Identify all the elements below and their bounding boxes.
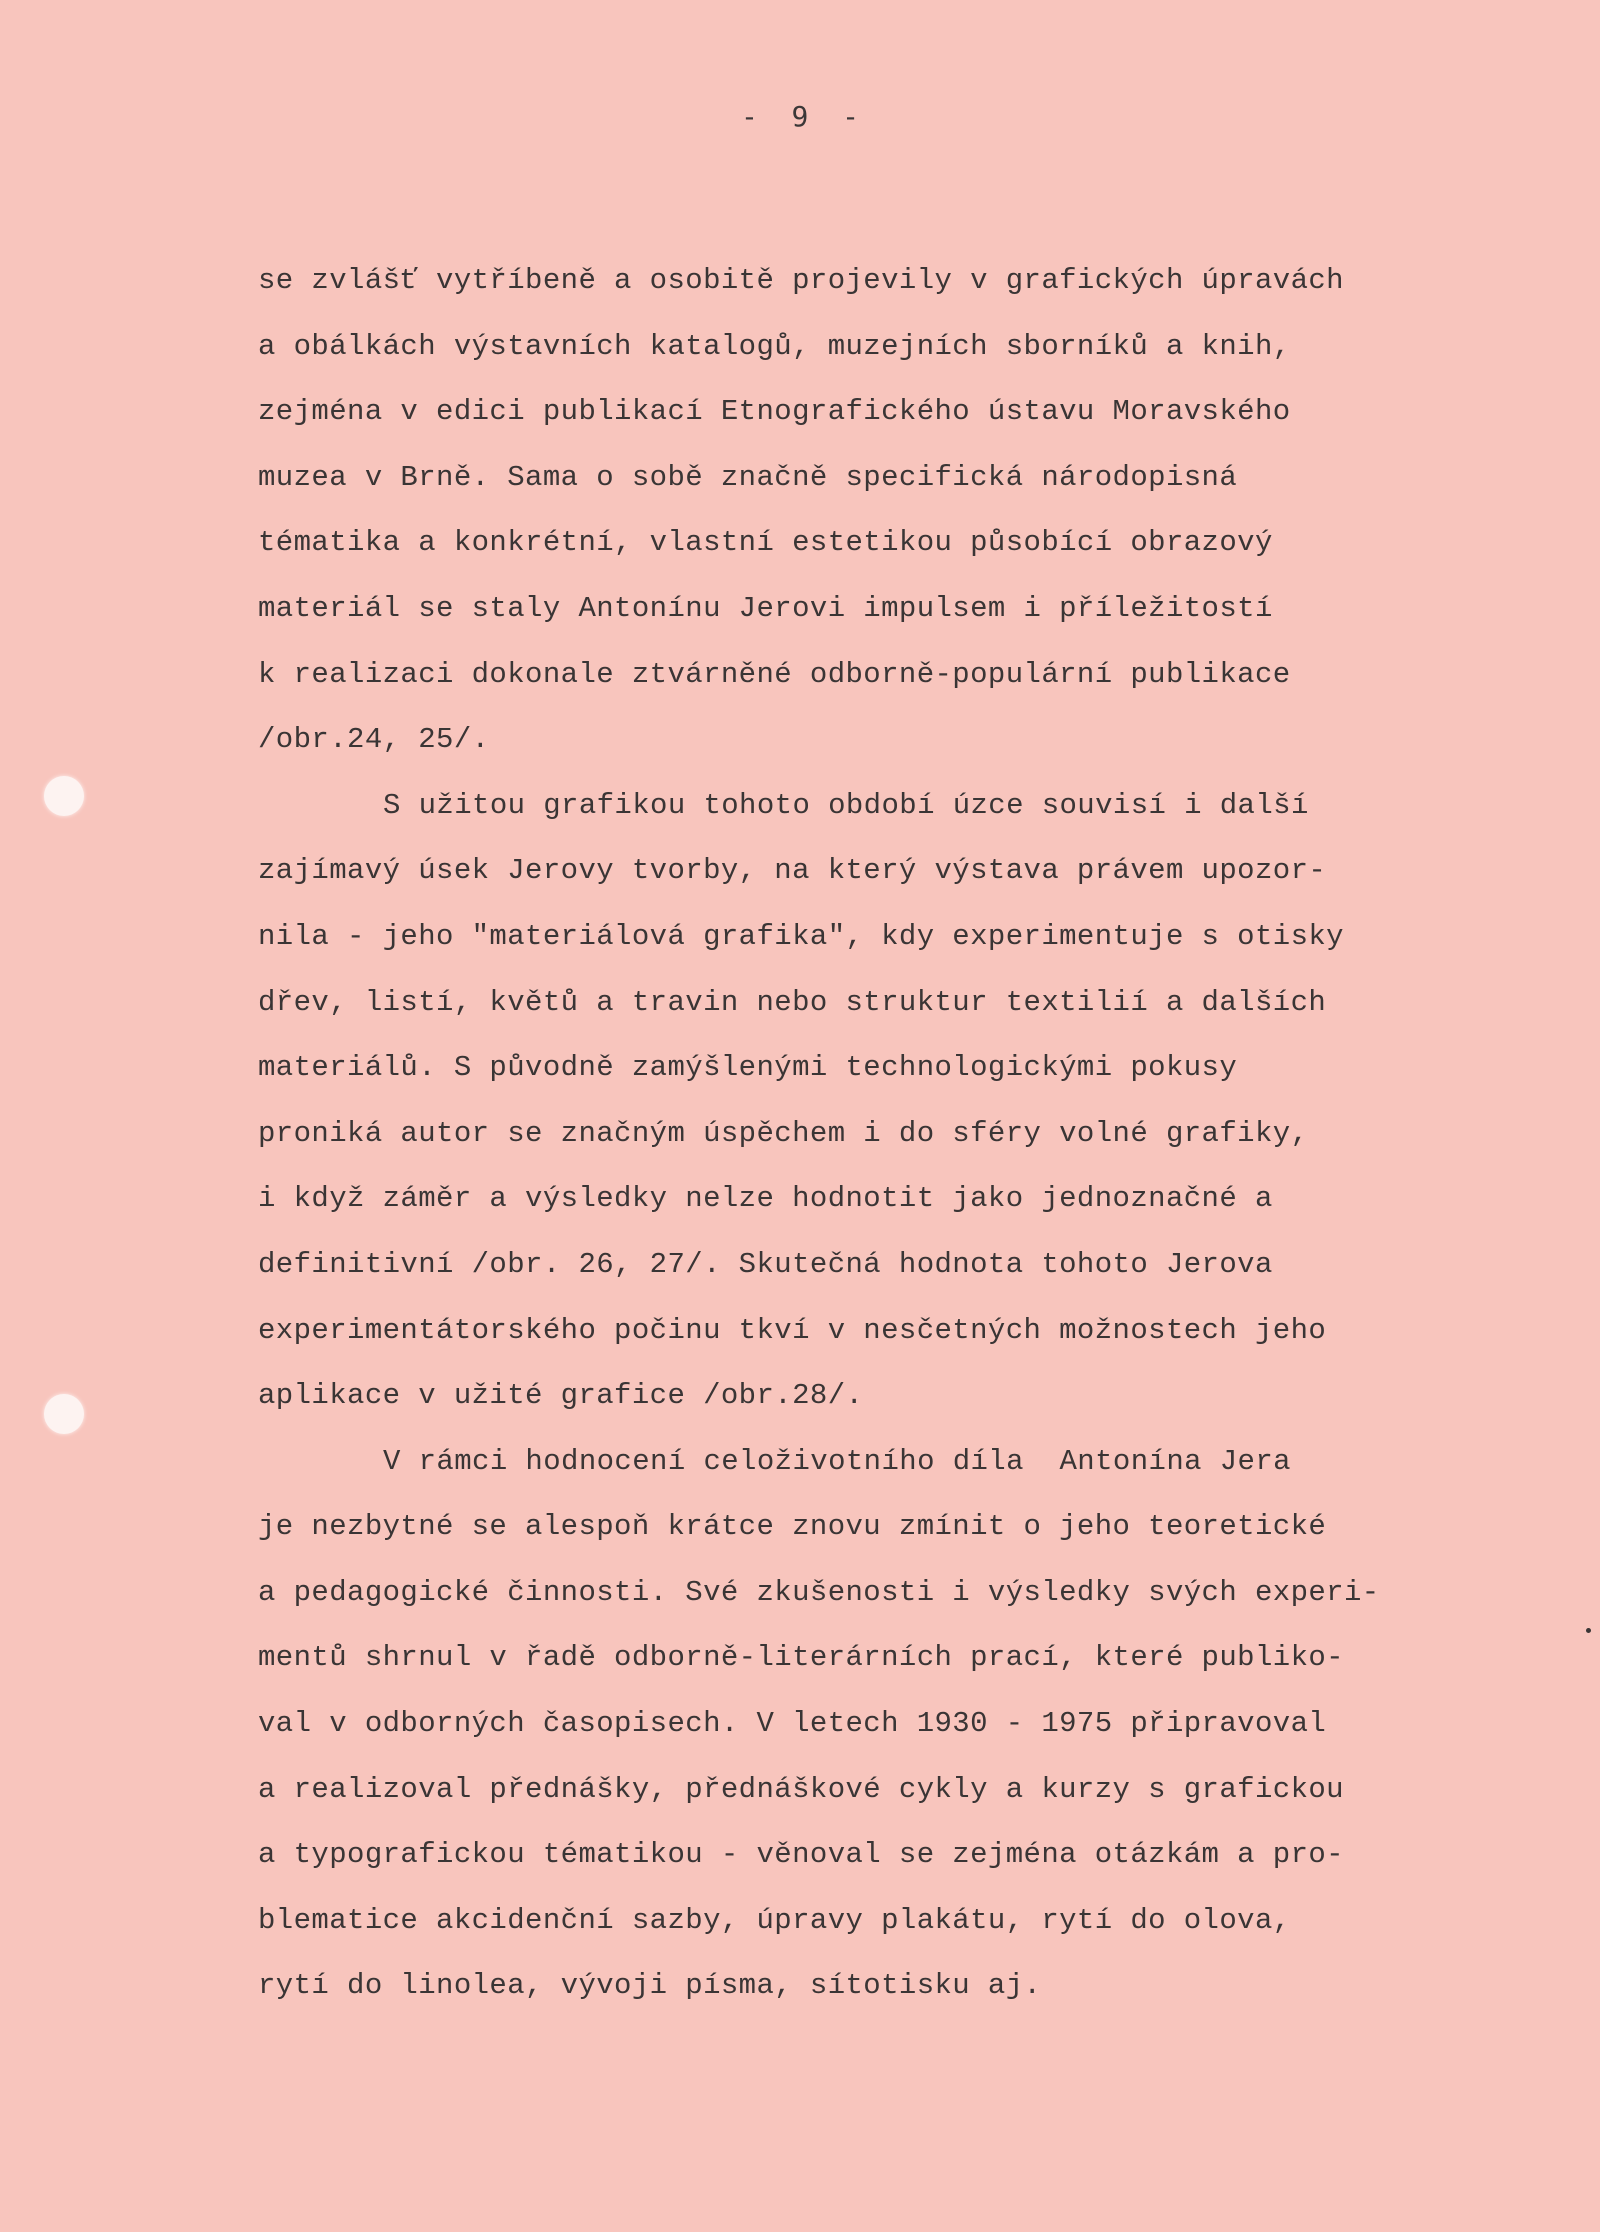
text-line: V rámci hodnocení celoživotního díla Antonína Jera xyxy=(383,1444,1291,1478)
text-line: zajímavý úsek Jerovy tvorby, na který výstava právem upozor- xyxy=(258,854,1327,888)
paragraph-3 xyxy=(258,1429,1558,2019)
body-text xyxy=(258,248,1558,2019)
text-line: k realizaci dokonale ztvárněné odborně-populární publikace xyxy=(258,657,1291,691)
text-line: dřev, listí, květů a travin nebo struktur textilií a dalších xyxy=(258,985,1327,1019)
text-line: a typografickou tématikou - věnoval se zejména otázkám a pro- xyxy=(258,1838,1344,1872)
paragraph-1 xyxy=(258,248,1558,773)
text-line: materiálů. S původně zamýšlenými technologickými pokusy xyxy=(258,1051,1238,1085)
text-line: rytí do linolea, vývoji písma, sítotisku aj. xyxy=(258,1969,1042,2003)
text-line: blematice akcidenční sazby, úpravy plakátu, rytí do olova, xyxy=(258,1903,1291,1937)
text-line: /obr.24, 25/. xyxy=(258,723,490,757)
text-line: a obálkách výstavních katalogů, muzejních sborníků a knih, xyxy=(258,329,1291,363)
page-number: - 9 - xyxy=(740,100,859,133)
text-line: aplikace v užité grafice /obr.28/. xyxy=(258,1379,864,1413)
punch-hole xyxy=(44,1394,84,1434)
text-line: val v odborných časopisech. V letech 1930 - 1975 připravoval xyxy=(258,1707,1327,1741)
text-line: mentů shrnul v řadě odborně-literárních prací, které publiko- xyxy=(258,1641,1344,1675)
text-line: tématika a konkrétní, vlastní estetikou působící obrazový xyxy=(258,526,1273,560)
text-line: definitivní /obr. 26, 27/. Skutečná hodnota tohoto Jerova xyxy=(258,1247,1273,1281)
ink-speck xyxy=(1586,1628,1591,1633)
text-line: materiál se staly Antonínu Jerovi impulsem i příležitostí xyxy=(258,591,1273,625)
text-line: nila - jeho "materiálová grafika", kdy experimentuje s otisky xyxy=(258,919,1344,953)
text-line: je nezbytné se alespoň krátce znovu zmínit o jeho teoretické xyxy=(258,1510,1327,1544)
text-line: i když záměr a výsledky nelze hodnotit jako jednoznačné a xyxy=(258,1182,1273,1216)
text-line: se zvlášť vytříbeně a osobitě projevily v grafických úpravách xyxy=(258,264,1344,297)
punch-hole xyxy=(44,776,84,816)
text-line: S užitou grafikou tohoto období úzce souvisí i další xyxy=(383,788,1309,822)
text-line: proniká autor se značným úspěchem i do sféry volné grafiky, xyxy=(258,1116,1309,1150)
text-line: a pedagogické činnosti. Své zkušenosti i výsledky svých experi- xyxy=(258,1575,1380,1609)
text-line: zejména v edici publikací Etnografického ústavu Moravského xyxy=(258,395,1291,429)
text-line: muzea v Brně. Sama o sobě značně specifická národopisná xyxy=(258,460,1238,494)
paragraph-2 xyxy=(258,773,1558,1429)
text-line: experimentátorského počinu tkví v nesčetných možnostech jeho xyxy=(258,1313,1327,1347)
text-line: a realizoval přednášky, přednáškové cykly a kurzy s grafickou xyxy=(258,1772,1344,1806)
